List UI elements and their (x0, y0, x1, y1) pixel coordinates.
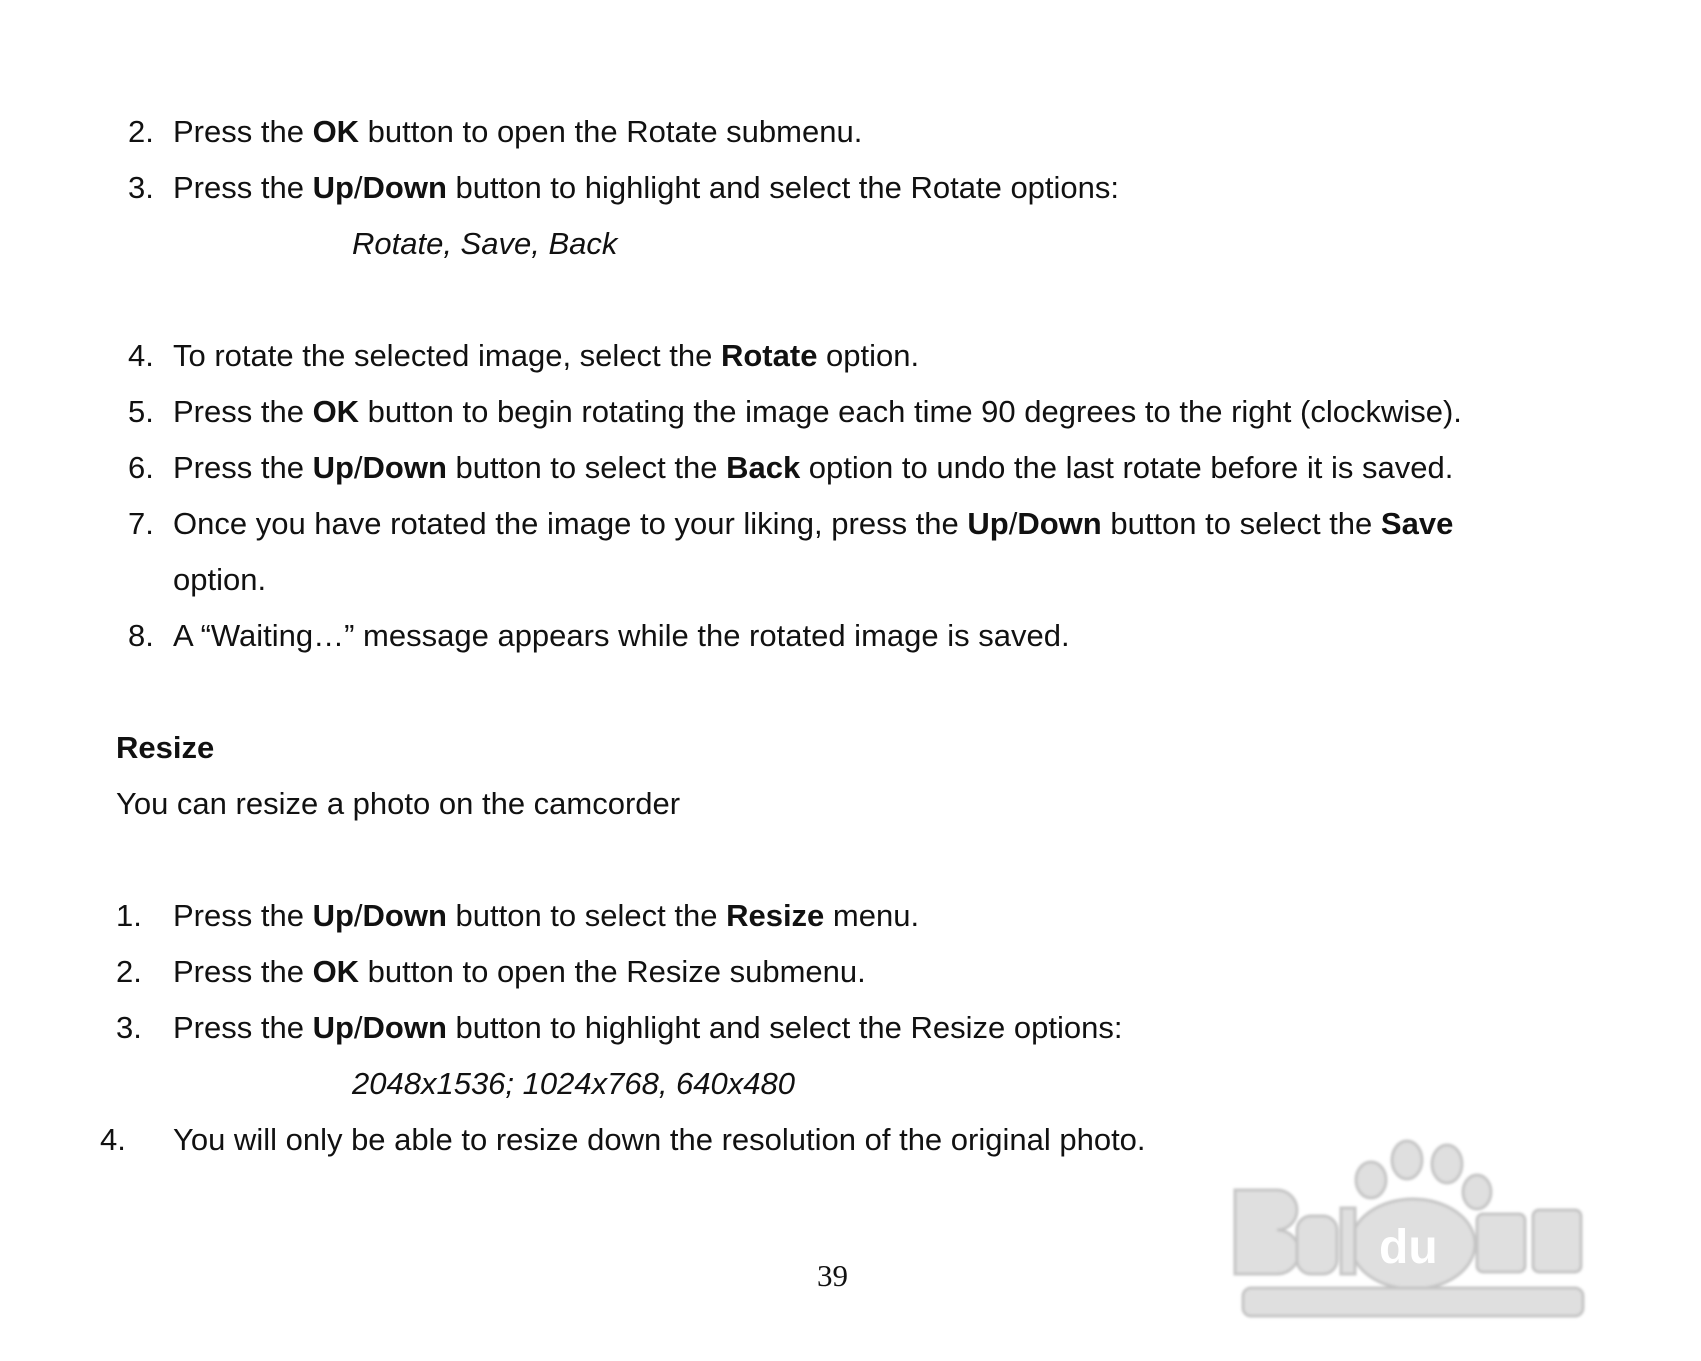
rotate-options-text (352, 224, 617, 264)
step-number: 6. (128, 450, 154, 485)
step-text (173, 336, 919, 376)
bold-term: Down (362, 1010, 447, 1045)
step-text (173, 504, 1453, 544)
step-text (173, 952, 866, 992)
bold-term: Up (312, 898, 354, 933)
step-number: 4. (100, 1122, 126, 1157)
step-number: 2. (128, 114, 154, 149)
step-number: 3. (116, 1010, 142, 1045)
italic-text: Rotate, Save, Back (352, 226, 618, 261)
text-run: Press the (173, 1010, 313, 1045)
bold-term: Save (1380, 506, 1454, 541)
text-run: button to highlight and select the Resize options: (446, 1010, 1123, 1045)
bold-term: OK (312, 114, 360, 149)
section-intro: You can resize a photo on the camcorder (116, 786, 681, 821)
text-run: button to select the (446, 898, 727, 933)
baidu-watermark-logo (1215, 1118, 1615, 1328)
step-number: 8. (128, 618, 154, 653)
step-text (173, 896, 919, 936)
text-run: / (353, 450, 363, 485)
text-run: option. (173, 562, 267, 597)
bold-term: Resize (726, 898, 825, 933)
text-run: Once you have rotated the image to your liking, press the (173, 506, 968, 541)
text-run: Press the (173, 898, 313, 933)
text-run: / (1008, 506, 1018, 541)
bold-term: Down (1017, 506, 1102, 541)
resize-options-text (352, 1064, 795, 1104)
text-run: menu. (824, 898, 920, 933)
page-number: 39 (817, 1258, 848, 1293)
bold-term: Up (312, 450, 354, 485)
step-text (173, 392, 1462, 432)
step-number: 4. (128, 338, 154, 373)
step-number: 1. (116, 898, 142, 933)
text-run: button to begin rotating the image each time 90 degrees to the right (clockwise). (359, 394, 1462, 429)
section-heading: Resize (116, 730, 215, 765)
text-run: Press the (173, 114, 313, 149)
text-run: / (353, 1010, 363, 1045)
text-run: To rotate the selected image, select the (173, 338, 721, 373)
text-run: button to open the Rotate submenu. (359, 114, 863, 149)
step-number: 2. (116, 954, 142, 989)
step-text (173, 1008, 1122, 1048)
text-run: button to select the (1101, 506, 1381, 541)
bold-term: OK (312, 394, 360, 429)
step-text (173, 616, 1070, 656)
text-run: / (353, 898, 363, 933)
bold-term: Up (312, 170, 354, 205)
text-run: A “Waiting…” message appears while the rotated image is saved. (173, 618, 1070, 653)
step-text-continued (173, 560, 266, 600)
text-run: option to undo the last rotate before it is saved. (800, 450, 1454, 485)
text-run: You will only be able to resize down the resolution of the original photo. (173, 1122, 1146, 1157)
bold-term: Rotate (720, 338, 818, 373)
text-run: button to open the Resize submenu. (359, 954, 866, 989)
step-text (173, 1120, 1146, 1160)
step-text (173, 168, 1119, 208)
step-number: 3. (128, 170, 154, 205)
step-number: 7. (128, 506, 154, 541)
text-run: button to highlight and select the Rotate options: (446, 170, 1120, 205)
bold-term: Down (362, 170, 447, 205)
bold-term: Up (312, 1010, 354, 1045)
step-number: 5. (128, 394, 154, 429)
bold-term: Back (726, 450, 801, 485)
text-run: / (353, 170, 363, 205)
bold-term: Up (967, 506, 1009, 541)
step-text (173, 112, 862, 152)
text-run: Press the (173, 954, 313, 989)
svg-text:du: du (1379, 1221, 1438, 1274)
text-run: option. (817, 338, 920, 373)
bold-term: OK (312, 954, 360, 989)
bold-term: Down (362, 898, 447, 933)
italic-text: 2048x1536; 1024x768, 640x480 (352, 1066, 796, 1101)
text-run: Press the (173, 170, 313, 205)
text-run: Press the (173, 450, 313, 485)
text-run: button to select the (446, 450, 727, 485)
bold-term: Down (362, 450, 447, 485)
step-text (173, 448, 1453, 488)
text-run: Press the (173, 394, 313, 429)
